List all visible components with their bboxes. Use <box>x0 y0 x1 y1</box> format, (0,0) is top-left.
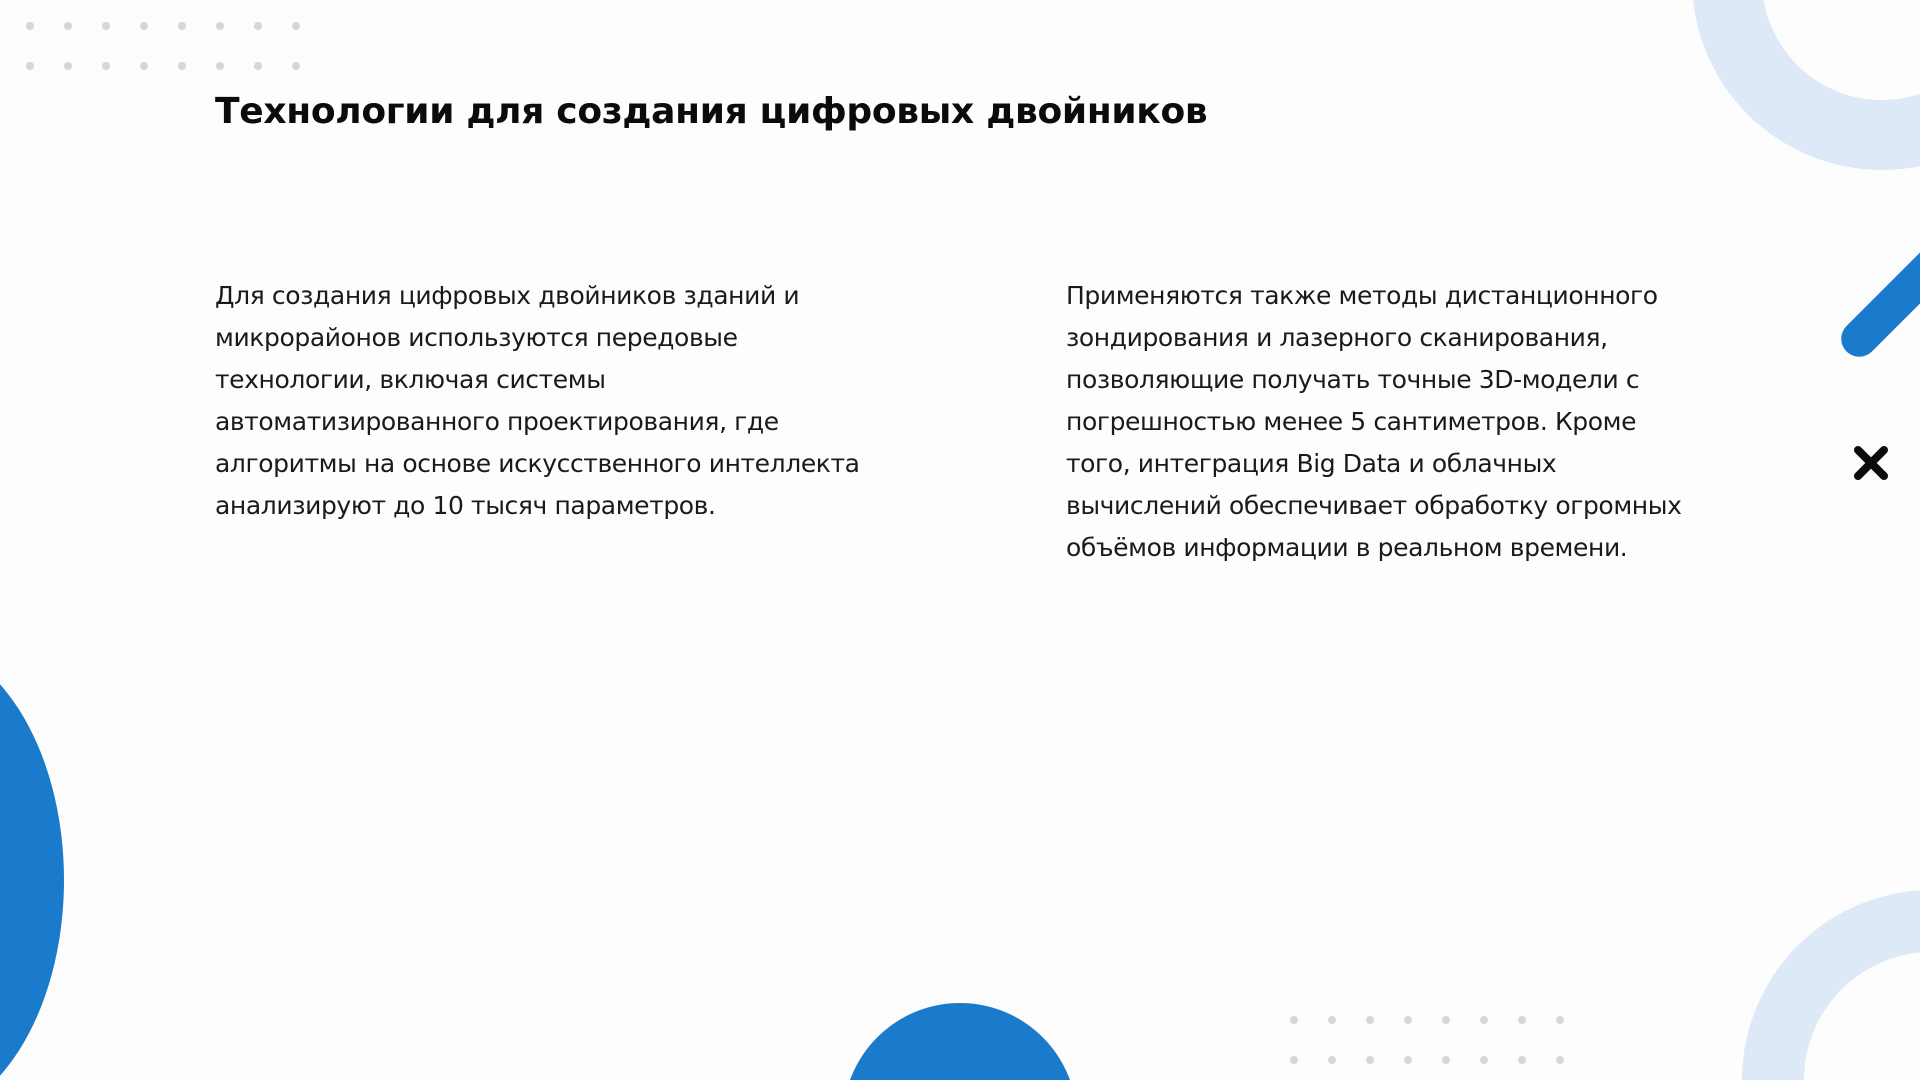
dot-grid-bottom <box>1290 1016 1564 1064</box>
right-paragraph: Применяются также методы дистанционного зондирования и лазерного сканирования, позволяющие получать точные 3D-модели с погрешностью менее 5 сантиметров. Кроме того, интеграция Big Data и облачных вычислений обеспечивает обработку огромных объёмов информации в реальном времени. <box>1066 281 1682 562</box>
circle-decoration-left <box>0 640 64 1080</box>
left-paragraph: Для создания цифровых двойников зданий и микрорайонов используются передовые технологии, включая системы автоматизированного проектирования, где алгоритмы на основе искусственного интеллекта анализируют до 10 тысяч параметров. <box>215 281 860 520</box>
close-icon <box>1852 444 1890 482</box>
circle-decoration-bottom <box>843 1003 1077 1080</box>
ring-decoration-bottom-right <box>1742 890 1920 1080</box>
slide-title: Технологии для создания цифровых двойников <box>215 91 1208 132</box>
ring-decoration-top-right <box>1692 0 1920 170</box>
slash-decoration <box>1834 240 1920 364</box>
dot-grid-top-left <box>26 22 300 70</box>
